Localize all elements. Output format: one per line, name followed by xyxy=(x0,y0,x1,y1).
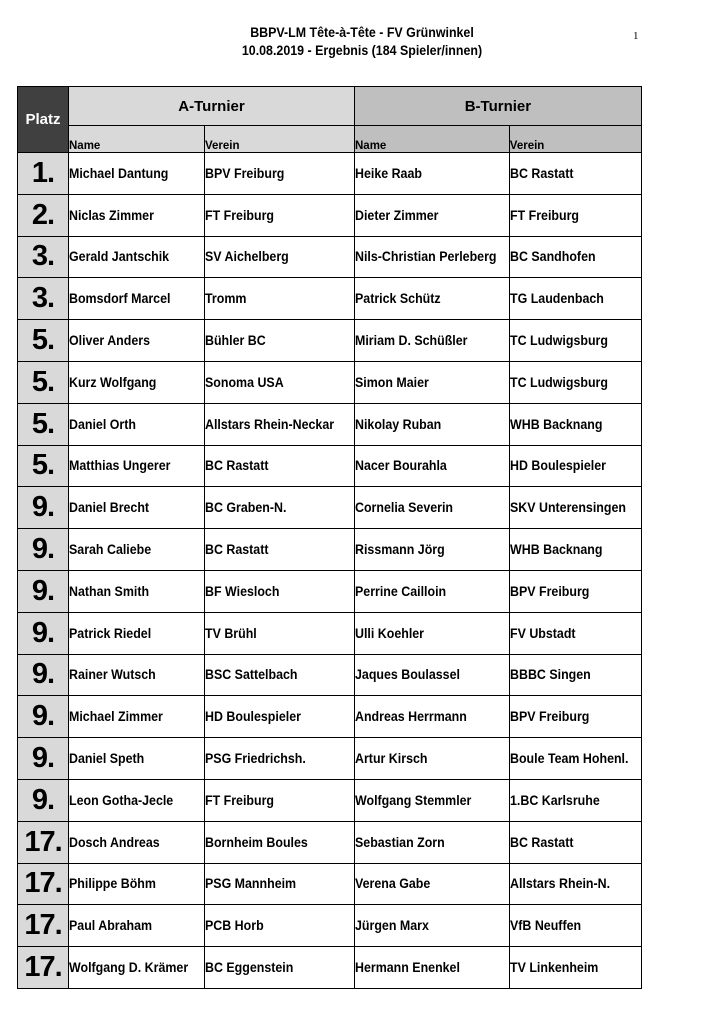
table-row xyxy=(18,445,642,487)
b-verein-cell xyxy=(509,654,641,696)
a-verein-cell xyxy=(205,403,355,445)
b-verein-cell xyxy=(509,445,641,487)
a-verein-cell xyxy=(205,570,355,612)
a-verein-cell xyxy=(205,529,355,571)
b-name-cell-text: Jaques Boulassel xyxy=(355,667,460,683)
b-name-cell-text: Dieter Zimmer xyxy=(355,207,439,223)
b-name-cell xyxy=(355,278,510,320)
a-verein-cell xyxy=(205,445,355,487)
b-verein-cell-text: FV Ubstadt xyxy=(509,625,576,641)
table-row xyxy=(18,612,642,654)
platz-cell: 9. xyxy=(18,487,69,529)
b-verein-cell xyxy=(509,821,641,863)
table-header-row xyxy=(18,87,642,126)
a-verein-cell xyxy=(205,278,355,320)
b-name-cell-text: Cornelia Severin xyxy=(355,500,454,516)
table-row xyxy=(18,821,642,863)
a-verein-cell xyxy=(205,612,355,654)
platz-cell: 5. xyxy=(18,361,69,403)
b-name-cell xyxy=(355,947,510,989)
a-name-cell xyxy=(69,947,205,989)
b-verein-cell-text: Allstars Rhein-N. xyxy=(509,876,610,892)
platz-cell: 9. xyxy=(18,696,69,738)
b-name-cell-text: Rissmann Jörg xyxy=(355,542,445,558)
a-turnier-header: A-Turnier xyxy=(69,87,355,126)
results-table xyxy=(17,86,642,989)
a-verein-cell-text: BC Rastatt xyxy=(205,458,269,474)
platz-cell: 5. xyxy=(18,445,69,487)
table-row xyxy=(18,654,642,696)
b-name-cell-text: Patrick Schütz xyxy=(355,291,441,307)
b-name-cell-text: Simon Maier xyxy=(355,374,429,390)
b-verein-cell xyxy=(509,696,641,738)
a-verein-cell xyxy=(205,236,355,278)
a-verein-cell-text: HD Boulespieler xyxy=(205,709,301,725)
b-verein-cell-text: BC Rastatt xyxy=(509,165,574,181)
a-verein-cell-text: Sonoma USA xyxy=(205,374,284,390)
b-name-cell xyxy=(355,487,510,529)
a-verein-cell-text: PSG Friedrichsh. xyxy=(205,751,306,767)
b-verein-cell-text: Boule Team Hohenl. xyxy=(509,751,629,767)
b-verein-cell xyxy=(509,361,641,403)
a-name-cell-text: Daniel Speth xyxy=(69,751,145,767)
b-name-cell xyxy=(355,738,510,780)
a-verein-cell xyxy=(205,947,355,989)
b-verein-cell xyxy=(509,487,641,529)
a-name-cell xyxy=(69,487,205,529)
a-name-cell-text: Daniel Brecht xyxy=(69,500,150,516)
b-name-cell-text: Hermann Enenkel xyxy=(355,960,460,976)
b-verein-cell xyxy=(509,236,641,278)
platz-cell: 3. xyxy=(18,236,69,278)
a-name-cell xyxy=(69,612,205,654)
b-verein-cell-text: TG Laudenbach xyxy=(509,291,604,307)
a-verein-cell xyxy=(205,153,355,195)
table-row xyxy=(18,947,642,989)
a-name-cell xyxy=(69,570,205,612)
b-verein-cell xyxy=(509,529,641,571)
a-verein-cell-text: FT Freiburg xyxy=(205,792,274,808)
b-verein-cell xyxy=(509,278,641,320)
document-title xyxy=(29,24,695,60)
a-verein-cell xyxy=(205,779,355,821)
b-name-cell-text: Perrine Cailloin xyxy=(355,583,447,599)
a-verein-cell xyxy=(205,361,355,403)
a-name-cell xyxy=(69,654,205,696)
a-name-header: Name xyxy=(69,126,205,153)
a-name-cell xyxy=(69,696,205,738)
table-row xyxy=(18,361,642,403)
b-verein-cell-text: 1.BC Karlsruhe xyxy=(509,792,600,808)
a-name-cell-text: Niclas Zimmer xyxy=(69,207,154,223)
b-verein-cell xyxy=(509,570,641,612)
a-name-cell xyxy=(69,194,205,236)
b-verein-cell-text: SKV Unterensingen xyxy=(509,500,626,516)
b-name-cell-text: Andreas Herrmann xyxy=(355,709,467,725)
table-row xyxy=(18,863,642,905)
b-name-cell xyxy=(355,612,510,654)
a-name-cell xyxy=(69,445,205,487)
a-verein-cell-text: Allstars Rhein-Neckar xyxy=(205,416,335,432)
b-name-cell xyxy=(355,236,510,278)
b-name-cell xyxy=(355,696,510,738)
b-name-cell xyxy=(355,529,510,571)
table-row xyxy=(18,403,642,445)
b-verein-cell xyxy=(509,320,641,362)
a-name-cell-text: Paul Abraham xyxy=(69,918,153,934)
b-name-cell-text: Wolfgang Stemmler xyxy=(355,792,472,808)
a-name-cell xyxy=(69,361,205,403)
a-name-cell-text: Wolfgang D. Krämer xyxy=(69,960,189,976)
b-name-cell xyxy=(355,779,510,821)
platz-cell: 17. xyxy=(18,905,69,947)
b-name-cell xyxy=(355,821,510,863)
b-name-cell-text: Heike Raab xyxy=(355,165,422,181)
b-verein-cell-text: BPV Freiburg xyxy=(509,583,590,599)
b-verein-cell xyxy=(509,194,641,236)
a-name-cell xyxy=(69,403,205,445)
b-name-cell xyxy=(355,320,510,362)
b-name-header: Name xyxy=(355,126,510,153)
b-name-cell xyxy=(355,361,510,403)
platz-cell: 1. xyxy=(18,153,69,195)
a-verein-cell-text: Tromm xyxy=(205,291,247,307)
b-name-cell-text: Miriam D. Schüßler xyxy=(355,333,468,349)
a-verein-cell xyxy=(205,738,355,780)
table-subheader-row xyxy=(18,126,642,153)
table-row xyxy=(18,529,642,571)
b-verein-cell xyxy=(509,905,641,947)
platz-cell: 9. xyxy=(18,779,69,821)
a-name-cell-text: Michael Zimmer xyxy=(69,709,163,725)
a-name-cell-text: Leon Gotha-Jecle xyxy=(69,792,174,808)
b-name-cell-text: Verena Gabe xyxy=(355,876,431,892)
page-number: 1 xyxy=(633,30,639,42)
a-verein-cell-text: Bühler BC xyxy=(205,333,266,349)
b-verein-cell xyxy=(509,947,641,989)
platz-cell: 9. xyxy=(18,570,69,612)
a-name-cell-text: Gerald Jantschik xyxy=(69,249,170,265)
b-name-cell-text: Sebastian Zorn xyxy=(355,834,445,850)
a-name-cell-text: Michael Dantung xyxy=(69,165,169,181)
table-row xyxy=(18,905,642,947)
a-verein-cell-text: BSC Sattelbach xyxy=(205,667,298,683)
a-verein-header: Verein xyxy=(205,126,355,153)
a-name-cell-text: Daniel Orth xyxy=(69,416,136,432)
a-verein-cell xyxy=(205,654,355,696)
a-verein-cell-text: BC Rastatt xyxy=(205,542,269,558)
a-verein-cell xyxy=(205,696,355,738)
b-verein-cell xyxy=(509,738,641,780)
table-row xyxy=(18,320,642,362)
b-turnier-header: B-Turnier xyxy=(355,87,642,126)
a-verein-cell-text: SV Aichelberg xyxy=(205,249,289,265)
platz-cell: 9. xyxy=(18,612,69,654)
a-verein-cell-text: BPV Freiburg xyxy=(205,165,285,181)
title-line-2: 10.08.2019 - Ergebnis (184 Spieler/innen) xyxy=(241,43,483,58)
a-name-cell xyxy=(69,905,205,947)
b-name-cell xyxy=(355,905,510,947)
b-verein-cell xyxy=(509,779,641,821)
platz-cell: 5. xyxy=(18,403,69,445)
platz-cell: 17. xyxy=(18,821,69,863)
a-name-cell-text: Patrick Riedel xyxy=(69,625,152,641)
b-verein-cell xyxy=(509,863,641,905)
b-name-cell xyxy=(355,445,510,487)
a-verein-cell-text: BC Graben-N. xyxy=(205,500,287,516)
table-row xyxy=(18,570,642,612)
b-verein-cell xyxy=(509,403,641,445)
table-row xyxy=(18,194,642,236)
table-row xyxy=(18,236,642,278)
table-row xyxy=(18,696,642,738)
platz-cell: 17. xyxy=(18,947,69,989)
b-name-cell xyxy=(355,403,510,445)
a-verein-cell xyxy=(205,194,355,236)
b-name-cell xyxy=(355,863,510,905)
a-name-cell-text: Kurz Wolfgang xyxy=(69,374,157,390)
a-name-cell xyxy=(69,153,205,195)
a-verein-cell xyxy=(205,487,355,529)
b-name-cell xyxy=(355,654,510,696)
a-verein-cell-text: PCB Horb xyxy=(205,918,264,934)
a-verein-cell xyxy=(205,863,355,905)
table-row xyxy=(18,278,642,320)
b-name-cell xyxy=(355,570,510,612)
platz-cell: 9. xyxy=(18,738,69,780)
a-name-cell-text: Bomsdorf Marcel xyxy=(69,291,171,307)
b-name-cell-text: Nacer Bourahla xyxy=(355,458,447,474)
a-verein-cell-text: BF Wiesloch xyxy=(205,583,280,599)
a-name-cell-text: Sarah Caliebe xyxy=(69,542,152,558)
a-verein-cell xyxy=(205,821,355,863)
table-row xyxy=(18,487,642,529)
a-verein-cell-text: PSG Mannheim xyxy=(205,876,297,892)
a-name-cell xyxy=(69,236,205,278)
a-name-cell xyxy=(69,529,205,571)
b-verein-cell-text: BBBC Singen xyxy=(509,667,591,683)
b-verein-cell-text: HD Boulespieler xyxy=(509,458,606,474)
b-name-cell-text: Artur Kirsch xyxy=(355,751,428,767)
a-verein-cell xyxy=(205,320,355,362)
platz-cell: 17. xyxy=(18,863,69,905)
platz-cell: 2. xyxy=(18,194,69,236)
b-name-cell xyxy=(355,194,510,236)
b-verein-cell-text: WHB Backnang xyxy=(509,416,603,432)
b-name-cell-text: Jürgen Marx xyxy=(355,918,429,934)
a-name-cell-text: Oliver Anders xyxy=(69,333,151,349)
a-name-cell xyxy=(69,738,205,780)
a-name-cell-text: Nathan Smith xyxy=(69,583,150,599)
platz-cell: 3. xyxy=(18,278,69,320)
b-verein-cell-text: TC Ludwigsburg xyxy=(509,333,608,349)
a-name-cell xyxy=(69,821,205,863)
b-name-cell-text: Nils-Christian Perleberg xyxy=(355,249,497,265)
title-line-1: BBPV-LM Tête-à-Tête - FV Grünwinkel xyxy=(250,25,474,40)
table-row xyxy=(18,738,642,780)
b-verein-cell-text: WHB Backnang xyxy=(509,542,603,558)
a-name-cell xyxy=(69,278,205,320)
table-row xyxy=(18,153,642,195)
a-verein-cell-text: FT Freiburg xyxy=(205,207,274,223)
a-verein-cell xyxy=(205,905,355,947)
b-name-cell-text: Nikolay Ruban xyxy=(355,416,442,432)
a-name-cell-text: Matthias Ungerer xyxy=(69,458,171,474)
platz-cell: 9. xyxy=(18,654,69,696)
b-verein-cell-text: BPV Freiburg xyxy=(509,709,590,725)
a-verein-cell-text: BC Eggenstein xyxy=(205,960,294,976)
a-name-cell-text: Philippe Böhm xyxy=(69,876,156,892)
b-verein-cell xyxy=(509,612,641,654)
b-verein-cell-text: FT Freiburg xyxy=(509,207,579,223)
b-verein-cell xyxy=(509,153,641,195)
a-verein-cell-text: TV Brühl xyxy=(205,625,257,641)
b-verein-header: Verein xyxy=(509,126,641,153)
a-name-cell xyxy=(69,863,205,905)
platz-cell: 9. xyxy=(18,529,69,571)
platz-cell: 5. xyxy=(18,320,69,362)
b-verein-cell-text: TC Ludwigsburg xyxy=(509,374,608,390)
b-name-cell xyxy=(355,153,510,195)
a-verein-cell-text: Bornheim Boules xyxy=(205,834,308,850)
b-verein-cell-text: BC Rastatt xyxy=(509,834,574,850)
a-name-cell xyxy=(69,779,205,821)
a-name-cell-text: Rainer Wutsch xyxy=(69,667,156,683)
b-name-cell-text: Ulli Koehler xyxy=(355,625,425,641)
b-verein-cell-text: BC Sandhofen xyxy=(509,249,596,265)
a-name-cell-text: Dosch Andreas xyxy=(69,834,160,850)
a-name-cell xyxy=(69,320,205,362)
b-verein-cell-text: TV Linkenheim xyxy=(509,960,599,976)
b-verein-cell-text: VfB Neuffen xyxy=(509,918,581,934)
platz-header: Platz xyxy=(18,87,69,153)
table-row xyxy=(18,779,642,821)
